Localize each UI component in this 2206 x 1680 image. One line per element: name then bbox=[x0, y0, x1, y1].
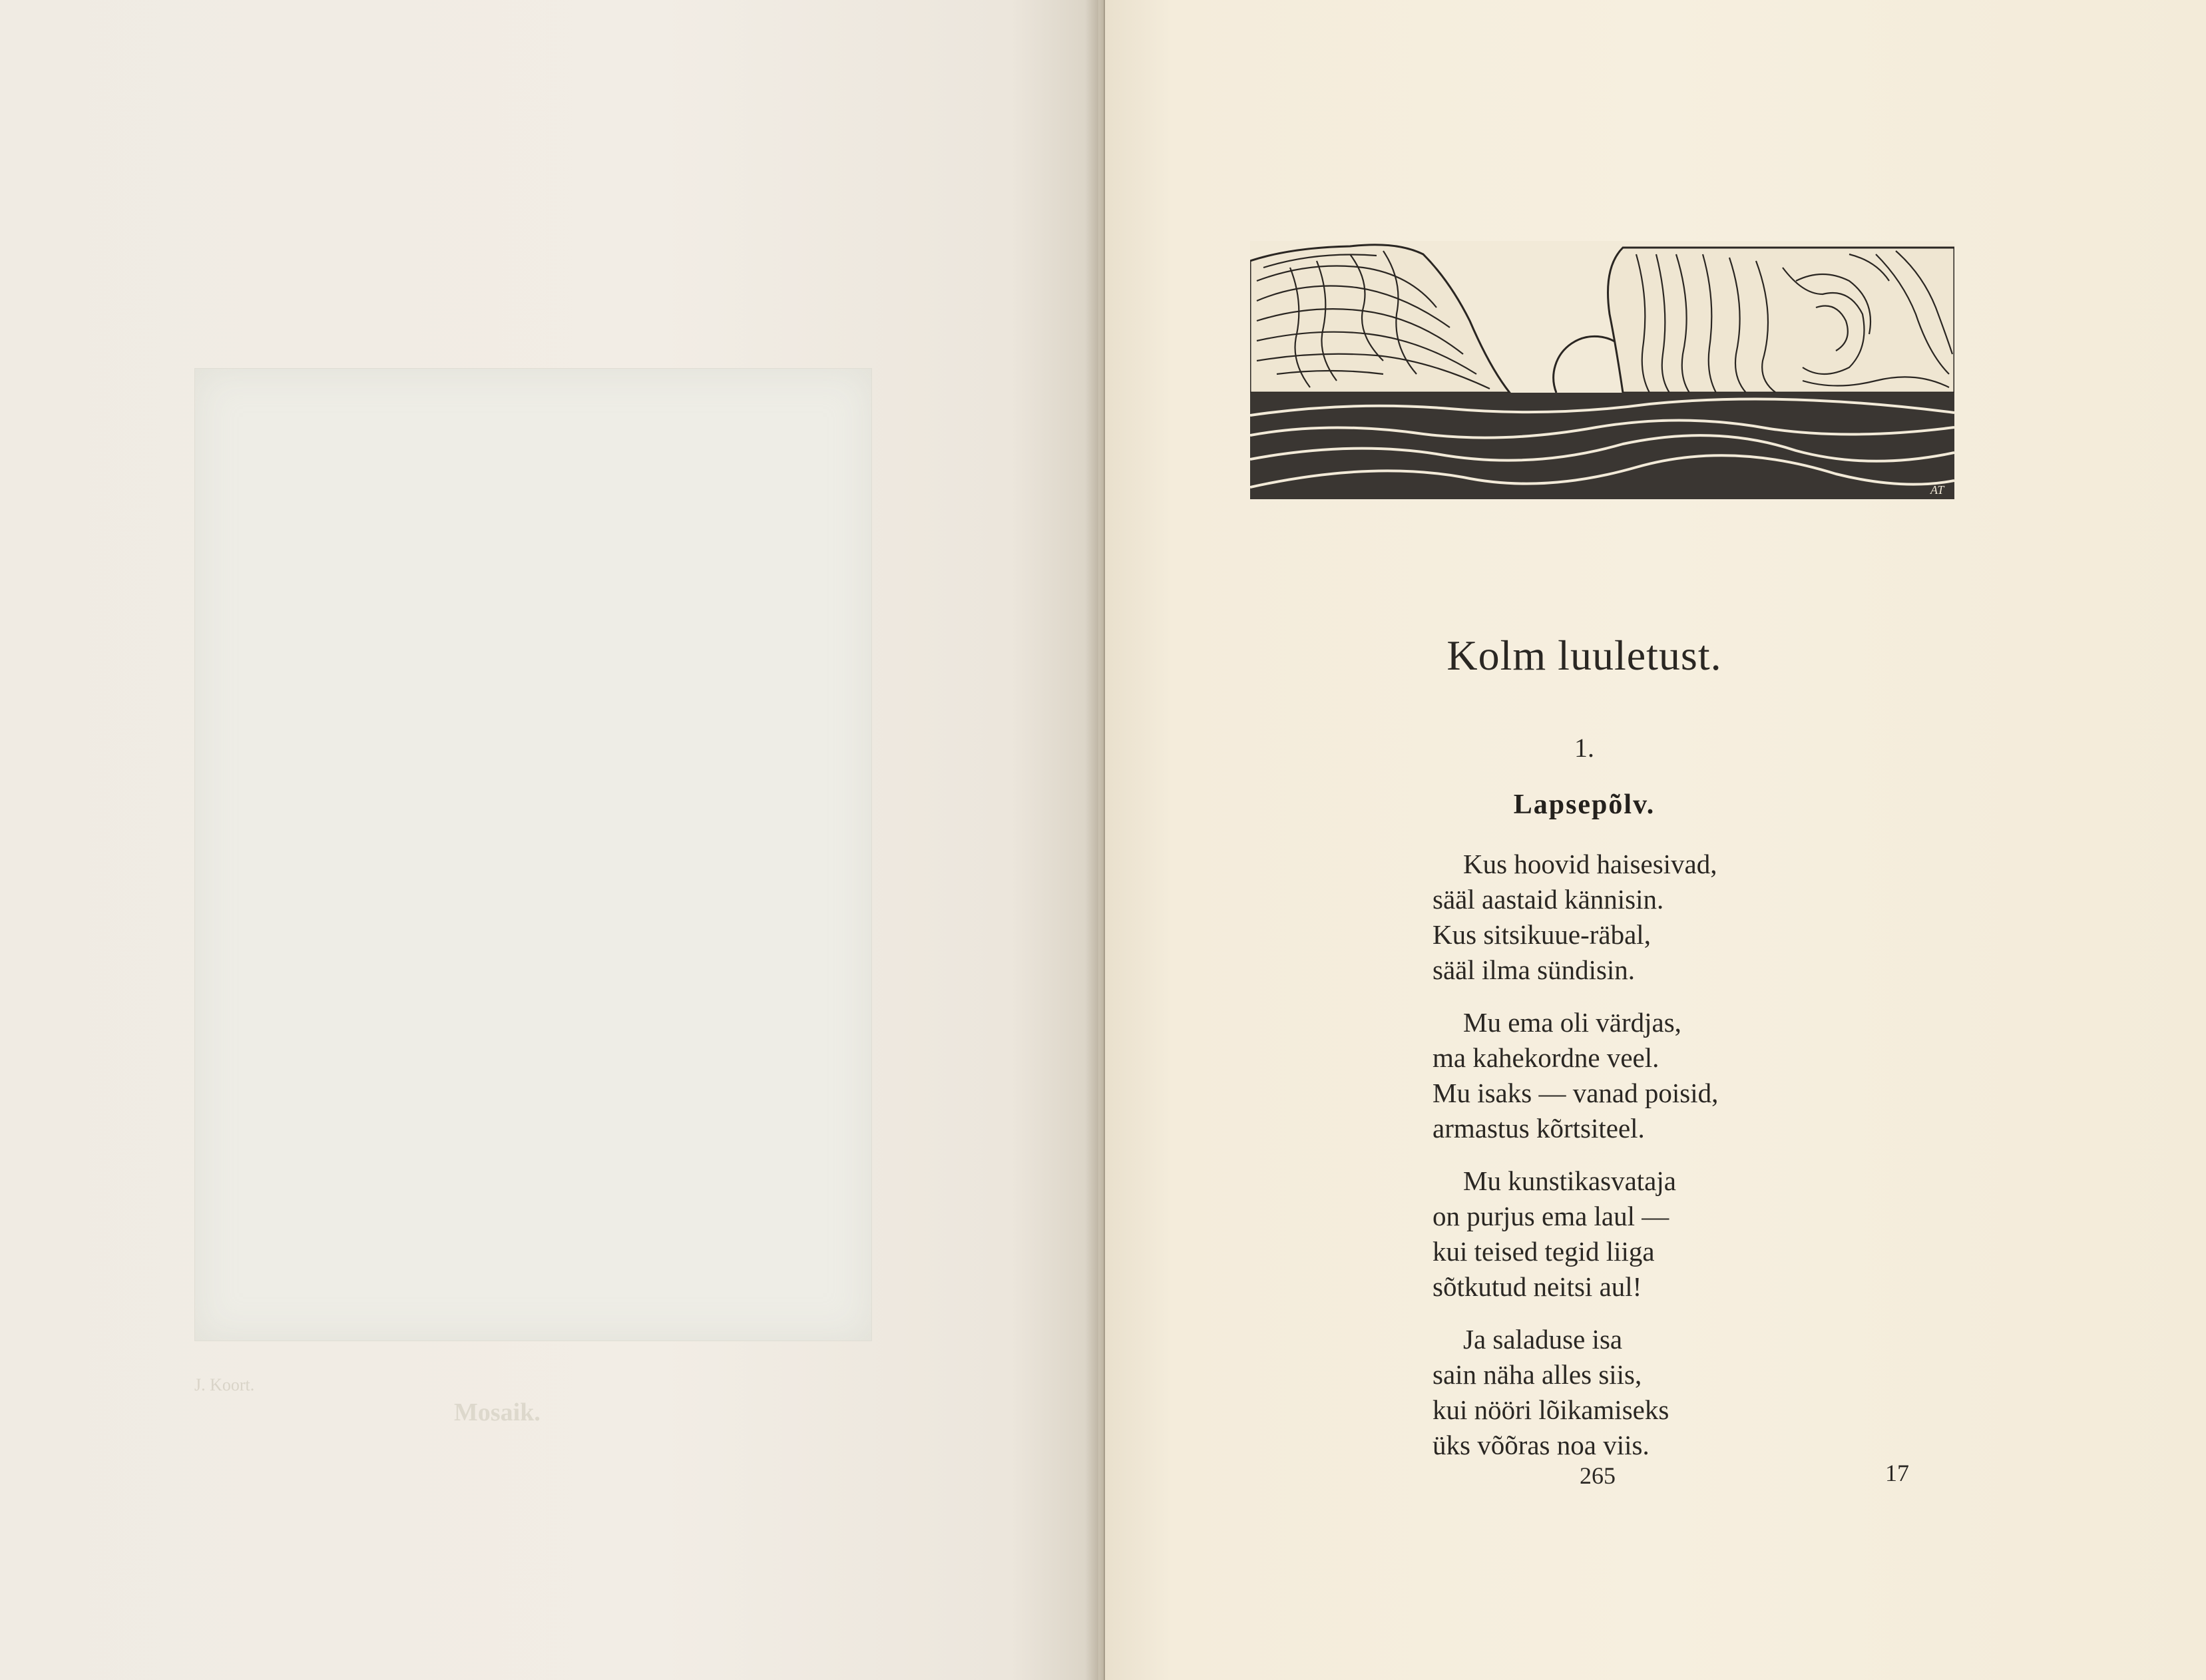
poem-line: Mu isaks — vanad poisid, bbox=[1433, 1078, 1719, 1108]
plate-caption-left: J. Koort. bbox=[194, 1375, 255, 1394]
plate-caption-title: Mosaik. bbox=[454, 1398, 541, 1426]
poem-title: Lapsepõlv. bbox=[1513, 789, 1655, 820]
poem-line: Ja saladuse isa bbox=[1463, 1324, 1623, 1355]
poem-line: Mu ema oli värdjas, bbox=[1463, 1007, 1681, 1038]
poem-number: 1. bbox=[1574, 733, 1594, 763]
poem-line: Kus hoovid haisesivad, bbox=[1463, 849, 1717, 879]
poem-line: üks võõras noa viis. bbox=[1433, 1430, 1650, 1460]
poem-line: armastus kõrtsiteel. bbox=[1433, 1113, 1645, 1144]
poem-line: Mu kunstikasvataja bbox=[1463, 1165, 1676, 1196]
poem-line: sääl ilma sündisin. bbox=[1433, 954, 1636, 985]
poem-line: on purjus ema laul — bbox=[1433, 1201, 1669, 1231]
stanza-3 bbox=[1433, 1163, 1832, 1305]
poem-line: ma kahekordne veel. bbox=[1433, 1042, 1659, 1073]
poem-line: sain näha alles siis, bbox=[1433, 1359, 1642, 1390]
poem-line: sääl aastaid kännisin. bbox=[1433, 884, 1664, 915]
page-number-center: 265 bbox=[1580, 1462, 1616, 1489]
plate-caption bbox=[194, 1371, 871, 1424]
page-number-right: 17 bbox=[1885, 1460, 1909, 1486]
poem-line: sõtkutud neitsi aul! bbox=[1433, 1271, 1642, 1302]
poem-line: Kus sitsikuue-räbal, bbox=[1433, 919, 1651, 950]
left-page bbox=[0, 0, 1098, 1680]
poem-line: kui nööri lõikamiseks bbox=[1433, 1394, 1669, 1425]
poem-body bbox=[1433, 847, 1832, 1480]
blank-plate bbox=[194, 368, 872, 1341]
poem-line: kui teised tegid liiga bbox=[1433, 1236, 1655, 1267]
page-title: Kolm luuletust. bbox=[1446, 632, 1722, 679]
illustration-monogram: AT bbox=[1930, 483, 1944, 497]
stanza-4 bbox=[1433, 1322, 1832, 1463]
seascape-illustration bbox=[1250, 241, 1954, 499]
stanza-1 bbox=[1433, 847, 1832, 988]
stanza-2 bbox=[1433, 1005, 1832, 1146]
